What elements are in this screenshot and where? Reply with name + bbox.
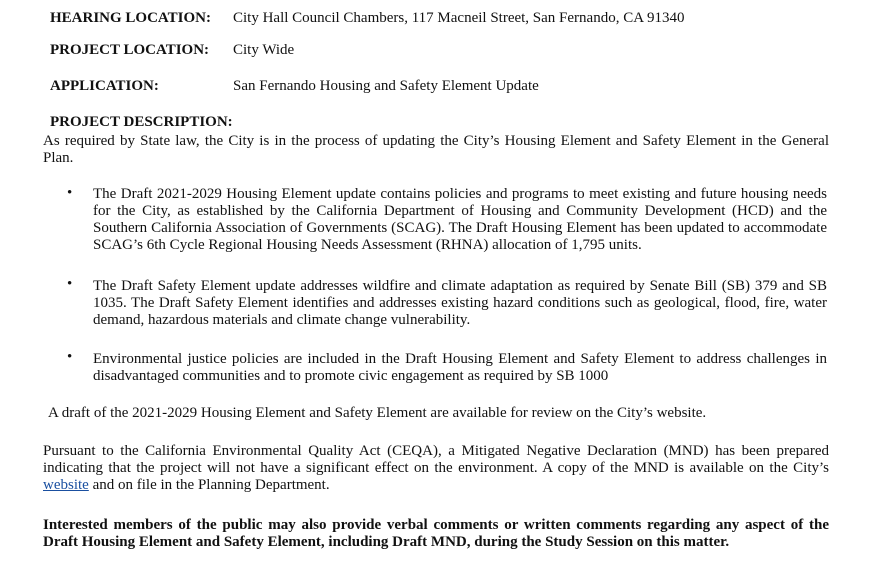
application-value: San Fernando Housing and Safety Element Update: [233, 78, 539, 94]
ceqa-text-before-link: Pursuant to the California Environmental Quality Act (CEQA), a Mitigated Negative Declaration (MND) has been prepared indicating that the project will not have a significant effect on the environment. A copy of the MND is available on the City’s: [43, 443, 829, 476]
public-comment-paragraph: Interested members of the public may also provide verbal comments or written comments regarding any aspect of the Draft Housing Element and Safety Element, including Draft MND, during the Study Session on this matter.: [43, 517, 829, 550]
hearing-location-value: City Hall Council Chambers, 117 Macneil Street, San Fernando, CA 91340: [233, 10, 685, 26]
bullet-marker: •: [67, 349, 73, 365]
bullet-marker: •: [67, 185, 73, 201]
project-description-row: [50, 114, 233, 131]
project-location-row: [50, 42, 295, 59]
ceqa-text-after-link: and on file in the Planning Department.: [88, 477, 330, 493]
application-label: APPLICATION:: [50, 78, 159, 94]
website-link[interactable]: website: [43, 477, 89, 493]
bullet-item-environmental-justice: Environmental justice policies are included in the Draft Housing Element and Safety Element to address challenges in disadvantaged communities and to promote civic engagement as required by SB 1000: [93, 351, 827, 384]
bullet-item-housing: The Draft 2021-2029 Housing Element update contains policies and programs to meet existing and future housing needs for the City, as established by the California Department of Housing and Community Development (HCD) and the Southern California Association of Governments (SCAG). The Draft Housing Element has been updated to accommodate SCAG’s 6th Cycle Regional Housing Needs Assessment (RHNA) allocation of 1,795 units.: [93, 186, 827, 253]
hearing-location-label: HEARING LOCATION:: [50, 10, 211, 26]
hearing-location-row: [50, 10, 685, 27]
application-row: [50, 78, 539, 95]
bullet-marker: •: [67, 276, 73, 292]
project-location-value: City Wide: [233, 42, 295, 58]
ceqa-paragraph: [43, 443, 829, 494]
project-location-label: PROJECT LOCATION:: [50, 42, 210, 58]
bullet-item-safety: The Draft Safety Element update addresses wildfire and climate adaptation as required by Senate Bill (SB) 379 and SB 1035. The Draft Safety Element identifies and addresses existing hazard conditions such as geological, flood, fire, water demand, hazardous materials and climate change vulnerability.: [93, 278, 827, 328]
draft-availability-note: A draft of the 2021-2029 Housing Element and Safety Element are available for review on the City’s website.: [48, 405, 707, 421]
intro-paragraph: As required by State law, the City is in the process of updating the City’s Housing Element and Safety Element in the General Plan.: [43, 133, 829, 166]
project-description-label: PROJECT DESCRIPTION:: [50, 114, 233, 130]
